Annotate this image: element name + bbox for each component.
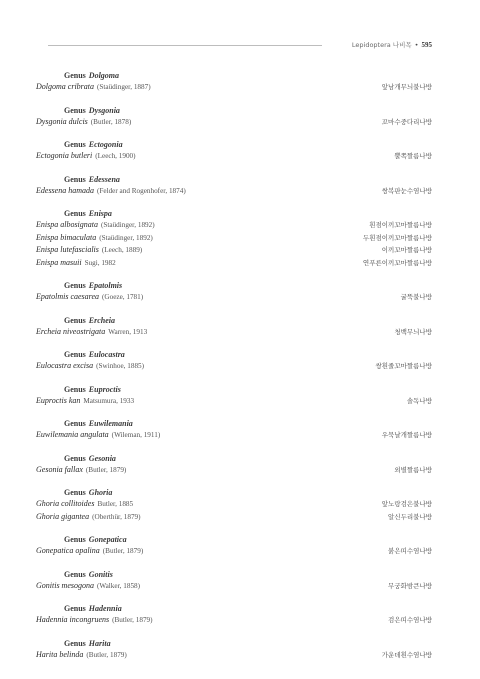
species-entry [36,580,140,593]
genus-heading [64,487,432,498]
species-entry [36,511,141,524]
genus-name: Epatolmis [88,281,123,290]
genus-block [36,487,432,523]
genus-name: Edessena [88,174,120,184]
genus-label: Genus [64,569,86,579]
page-number: 595 [421,41,432,49]
species-name: Euproctis kan [36,395,81,405]
genus-heading [64,534,432,545]
species-name: Enispa albosignata [36,220,99,229]
korean-name: 무궁화밤큰나방 [388,581,432,590]
genus-heading [64,280,432,291]
korean-name: 연푸른이끼꼬마짤름나방 [362,258,432,267]
species-author: (Butler, 1879) [112,616,153,624]
species-entry [36,545,143,558]
korean-name: 흰점이끼꼬마짤름나방 [369,221,432,229]
genus-name: Gonepatica [88,535,127,544]
species-row [36,81,432,94]
genus-name: Ercheia [88,315,116,325]
genus-name: Euwilemania [88,419,133,428]
korean-name: 외별짤름나방 [394,465,432,474]
genus-label: Genus [64,453,86,463]
korean-name: 굴뚝불나방 [400,293,432,301]
korean-name: 앞노랑검은불나방 [381,500,432,508]
species-row [36,580,432,593]
genus-heading [64,315,432,326]
korean-name: 두흰점이끼꼬마짤름나방 [362,233,432,242]
species-name: Harita belinda [36,649,84,659]
species-entry [36,150,136,163]
genus-label: Genus [64,140,86,149]
genus-name: Gonitis [88,569,113,579]
genus-heading [64,638,432,649]
species-author: (Wileman, 1911) [111,431,161,439]
species-row [36,257,432,270]
korean-name: 이끼꼬마짤름나방 [381,246,432,254]
species-author: (Butler, 1879) [102,547,144,555]
species-entry [36,291,143,304]
species-name: Eulocastra excisa [36,361,94,370]
species-row [36,150,432,163]
species-name: Epatolmis caesarea [36,292,100,301]
genus-block [36,384,432,408]
genus-block [36,603,432,627]
genus-name: Hadennia [88,604,122,613]
species-entry [36,244,142,257]
genus-block [36,418,432,442]
genus-name: Gesonia [88,453,116,463]
species-entry [36,232,153,245]
genus-block [36,174,432,198]
species-entry [36,257,116,270]
species-author: (Leech, 1900) [95,152,136,160]
genus-label: Genus [64,535,86,544]
korean-name: 붉은띠수염나방 [388,547,432,555]
species-name: Enispa bimaculata [36,232,97,242]
korean-name: 청백무늬나방 [394,327,432,336]
genus-label: Genus [64,71,86,80]
species-entry [36,185,186,198]
genus-label: Genus [64,604,86,613]
genus-heading [64,384,432,395]
genus-heading [64,569,432,580]
species-row [36,232,432,245]
species-entry [36,326,147,339]
species-author: (Goeze, 1781) [102,293,144,301]
species-row [36,291,432,304]
genus-block [36,453,432,477]
species-row [36,244,432,257]
genus-name: Euproctis [88,384,121,394]
genus-block [36,208,432,269]
species-author: (Staüdinger, 1892) [101,221,155,229]
species-entry [36,116,131,129]
species-name: Ghoria collitoides [36,499,95,508]
species-row [36,219,432,232]
species-name: Enispa lutefascialis [36,245,99,254]
species-row [36,614,432,627]
korean-name: 검은띠수염나방 [388,616,432,624]
genus-block [36,139,432,163]
genus-name: Harita [88,638,111,648]
genus-heading [64,418,432,429]
species-author: (Walker, 1858) [97,581,141,590]
genus-label: Genus [64,350,86,359]
species-author: (Butler, 1879) [85,465,127,474]
genus-heading [64,70,432,81]
header-text [352,40,432,50]
species-author: Warren, 1913 [108,327,148,336]
species-entry [36,81,151,94]
species-entry [36,649,127,662]
genus-label: Genus [64,638,86,648]
genus-label: Genus [64,105,86,115]
genus-name: Eulocastra [88,350,125,359]
species-entry [36,614,153,627]
genus-block [36,638,432,662]
genus-heading [64,453,432,464]
genus-block [36,70,432,94]
species-name: Gesonia fallax [36,464,83,474]
species-row [36,185,432,198]
species-name: Gonepatica opalina [36,546,100,555]
species-author: (Swinhoe, 1885) [96,362,145,370]
genus-heading [64,105,432,116]
species-name: Edessena hamada [36,185,94,195]
genus-label: Genus [64,315,86,325]
genus-label: Genus [64,384,86,394]
species-name: Hadennia incongruens [36,615,110,624]
korean-name: 알신두리불나방 [388,512,432,521]
genus-label: Genus [64,281,86,290]
genus-heading [64,349,432,360]
genus-block [36,349,432,373]
species-row [36,326,432,339]
species-row [36,511,432,524]
species-author: Sugi, 1982 [84,258,116,267]
genus-label: Genus [64,174,86,184]
genus-name: Ghoria [88,488,113,497]
species-author: (Felder and Rogenhofer, 1874) [97,186,186,195]
species-list [36,70,432,672]
genus-name: Enispa [88,209,112,218]
genus-block [36,105,432,129]
species-name: Gonitis mesogona [36,580,94,590]
species-row [36,464,432,477]
species-author: Butler, 1885 [97,500,134,508]
header-separator: • [414,41,419,49]
species-author: Matsumura, 1933 [83,396,135,405]
genus-name: Dolgoma [88,71,120,80]
species-entry [36,395,134,408]
korean-name: 쌍흰줄꼬마짤름나방 [375,362,432,370]
genus-block [36,534,432,558]
species-entry [36,429,160,442]
genus-name: Dysgonia [88,105,120,115]
species-row [36,395,432,408]
species-row [36,498,432,511]
header-section: Lepidoptera 나비목 [351,41,412,49]
genus-heading [64,139,432,150]
species-author: (Butler, 1878) [90,117,132,126]
korean-name: 꼬마수중다리나방 [381,117,432,126]
species-row [36,116,432,129]
korean-name: 쌍복판눈수염나방 [381,186,432,195]
species-row [36,429,432,442]
species-name: Ectogonia butleri [36,151,93,160]
species-name: Dysgonia dulcis [36,116,88,126]
species-row [36,649,432,662]
genus-name: Ectogonia [88,140,123,149]
species-entry [36,219,155,232]
korean-name: 앞남개무늬불나방 [381,83,432,91]
species-entry [36,360,144,373]
genus-heading [64,603,432,614]
header-rule [48,45,322,46]
species-author: (Oberthür, 1879) [92,512,141,521]
species-entry [36,498,133,511]
species-row [36,545,432,558]
species-author: (Staüdinger, 1892) [99,233,153,242]
korean-name: 가운데흰수염나방 [381,650,432,659]
running-head [48,40,432,50]
genus-heading [64,208,432,219]
genus-block [36,569,432,593]
genus-block [36,315,432,339]
genus-label: Genus [64,488,86,497]
species-name: Ghoria gigantea [36,511,90,521]
korean-name: 솔독나방 [406,396,432,405]
species-author: (Staüdinger, 1887) [97,83,151,91]
korean-name: 우묵날개짤름나방 [381,431,432,439]
species-name: Euwilemania angulata [36,430,109,439]
genus-label: Genus [64,419,86,428]
korean-name: 뿔쪽짤름나방 [394,152,432,160]
species-entry [36,464,126,477]
species-name: Dolgoma cribrata [36,82,94,91]
genus-label: Genus [64,209,86,218]
genus-block [36,280,432,304]
species-author: (Leech, 1889) [101,246,143,254]
species-name: Enispa masuii [36,257,82,267]
genus-heading [64,174,432,185]
species-author: (Butler, 1879) [86,650,127,659]
species-name: Ercheia niveostrigata [36,326,106,336]
species-row [36,360,432,373]
